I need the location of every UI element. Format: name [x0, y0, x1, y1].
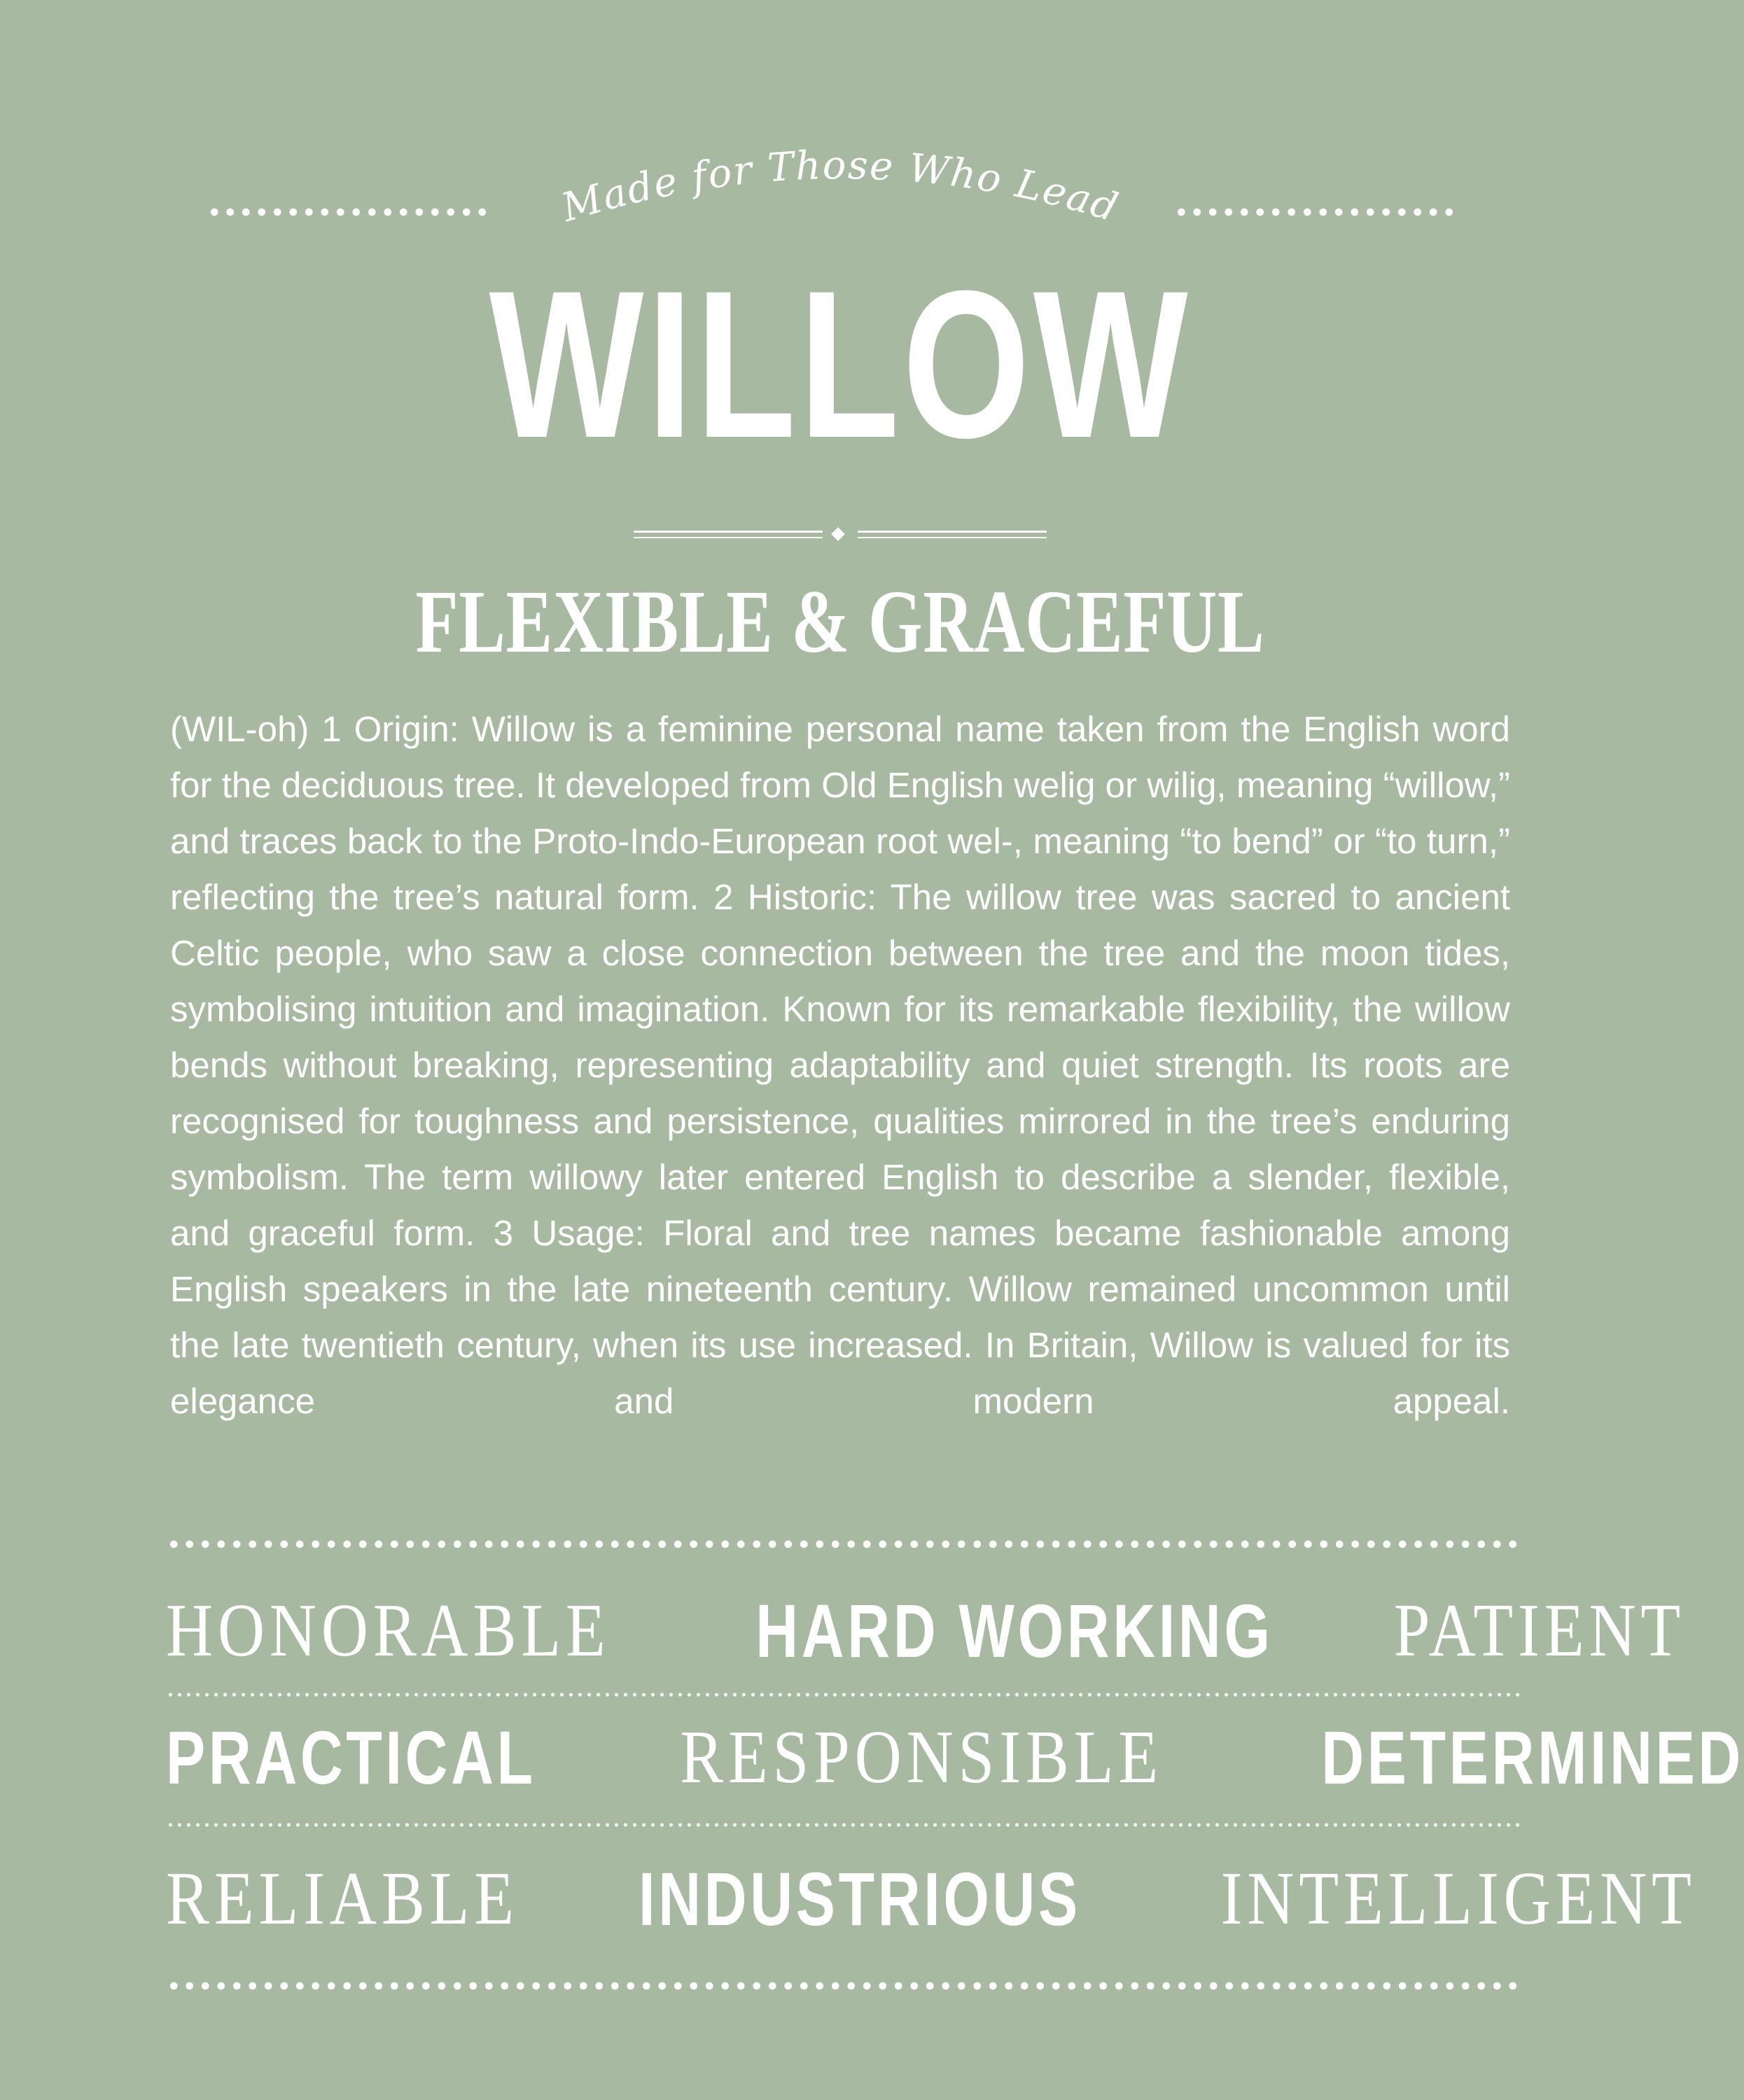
- diamond-ornament-icon: [831, 527, 845, 541]
- top-right-dotted-rule: [1173, 208, 1460, 216]
- name-title: WILLOW: [489, 246, 1192, 482]
- tagline: [532, 105, 1148, 238]
- trait-word: DETERMINED: [1321, 1715, 1744, 1800]
- trait-word: PATIENT: [1393, 1589, 1685, 1672]
- top-left-dotted-rule: [207, 208, 494, 216]
- traits-divider: [166, 1693, 1521, 1697]
- trait-word: HARD WORKING: [755, 1588, 1274, 1673]
- traits-divider: [166, 1823, 1521, 1827]
- traits-row-3: [166, 1854, 1696, 1945]
- ornament-divider: [634, 526, 1047, 545]
- trait-word: INTELLIGENT: [1220, 1857, 1696, 1940]
- definition-text: (WIL-oh) 1 Origin: Willow is a feminine personal name taken from the English word for the deciduous tree. It developed from Old English welig or wilig, meaning “willow,” and traces back to the Proto-Indo-European root wel-, meaning “to bend” or “to turn,” reflecting the tree’s natural form. 2 Historic: The willow tree was sacred to ancient Celtic people, who saw a close connection between the tree and the moon tides, symbolising intuition and imagination. Known for its remarkable flexibility, the willow bends without breaking, representing adaptability and quiet strength. Its roots are recognised for toughness and persistence, qualities mirrored in the tree’s enduring symbolism. The term willowy later entered English to describe a slender, flexible, and graceful form. 3 Usage: Floral and tree names became fashionable among English speakers in the late nineteenth century. Willow remained uncommon until the late twentieth century, when its use increased. In Britain, Willow is valued for its elegance and modern appeal.: [170, 709, 1510, 1421]
- tagline-text: Made for Those Who Lead: [556, 142, 1124, 232]
- traits-bottom-dotted-rule: [166, 1982, 1521, 1990]
- trait-word: PRACTICAL: [166, 1715, 536, 1800]
- svg-text:Made for Those Who Lead: [556, 143, 1124, 231]
- trait-word: RELIABLE: [166, 1857, 519, 1940]
- traits-top-dotted-rule: [166, 1540, 1521, 1548]
- trait-word: INDUSTRIOUS: [639, 1856, 1081, 1941]
- trait-word: HONORABLE: [166, 1589, 611, 1672]
- subtitle: FLEXIBLE & GRACEFUL: [415, 572, 1265, 671]
- traits-row-1: [166, 1586, 1685, 1676]
- traits-row-2: [166, 1712, 1744, 1803]
- trait-word: RESPONSIBLE: [680, 1716, 1163, 1799]
